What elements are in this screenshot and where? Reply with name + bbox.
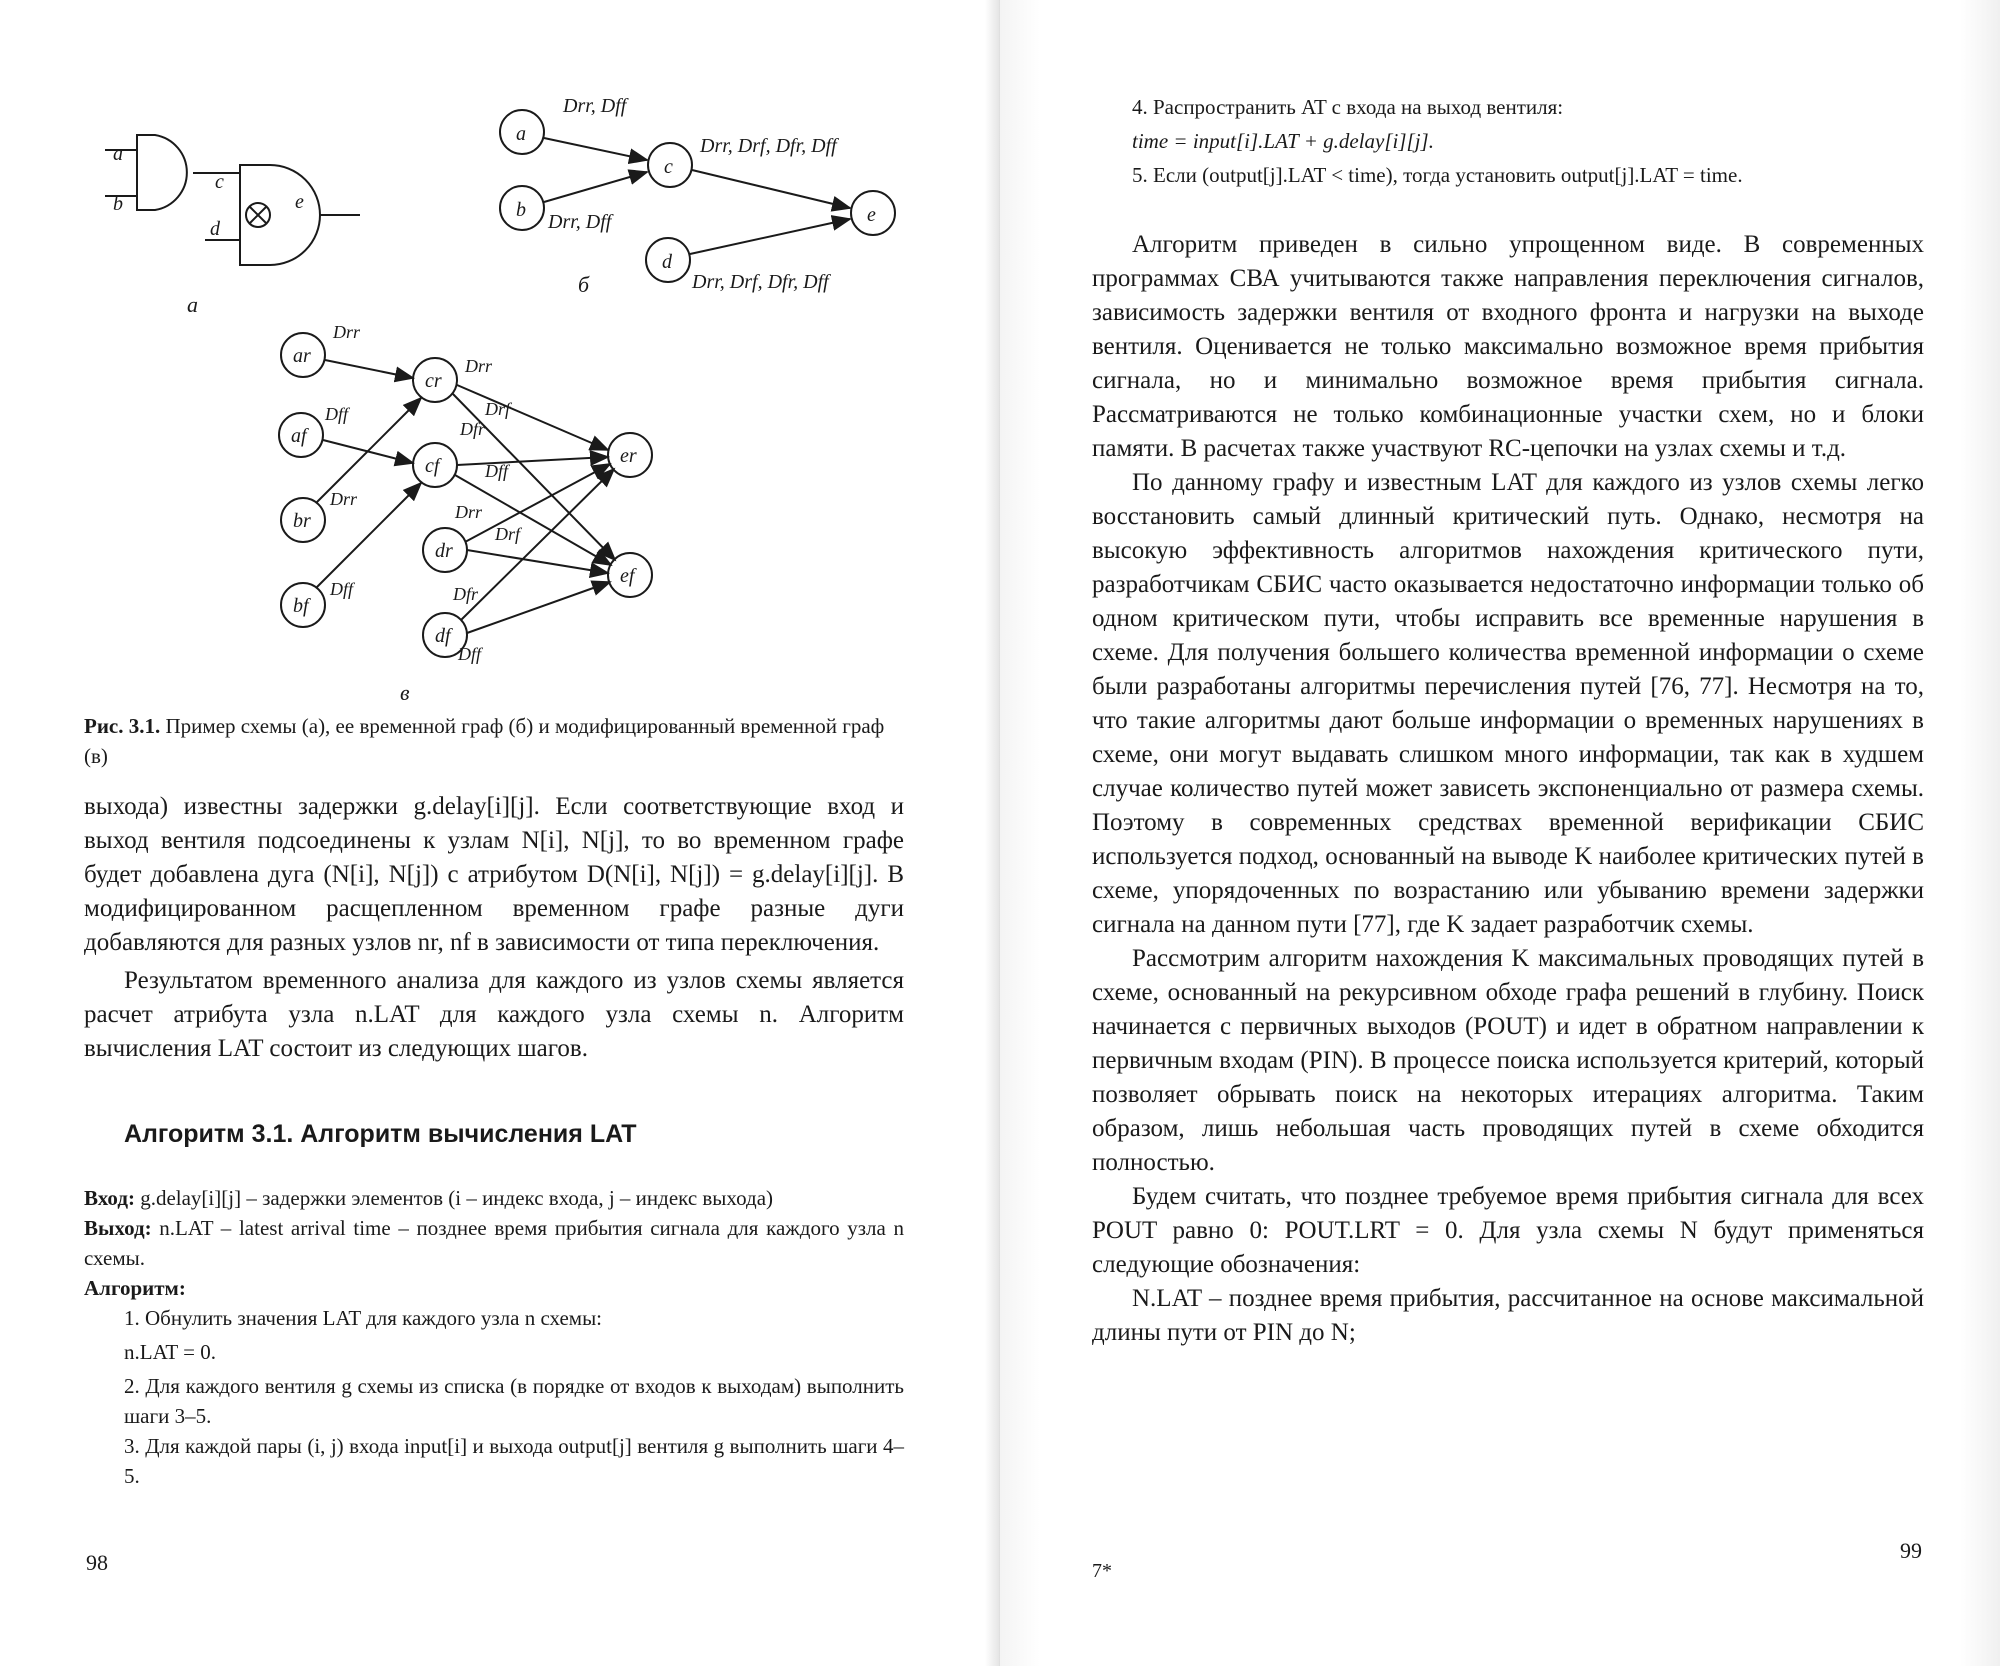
- edge-c-1: Drr: [333, 322, 361, 342]
- node-c-dr: dr: [435, 540, 453, 562]
- edge-c-9: Drr: [455, 502, 483, 522]
- right-paragraph-3: Рассмотрим алгоритм нахождения K максимальных проводящих путей в схеме, основанный на рекурсивном обходе графа решений в глубину. Поиск начинается с первичных выходов (POUT) и идет в обратном направлении к первичным входам (PIN). В процессе поиска используется критерий, который позволяет обрывать поиск на некоторых итерациях алгоритма. Таким образом, лишь небольшая часть проводящих путей в схеме обходится полностью.: [1092, 945, 1924, 1176]
- node-c-cr: cr: [425, 370, 442, 392]
- algorithm-title: Алгоритм 3.1. Алгоритм вычисления LAT: [124, 1120, 637, 1148]
- node-b-d: d: [662, 251, 672, 273]
- page-number-left: 98: [86, 1550, 108, 1575]
- input-label: Вход:: [84, 1186, 135, 1210]
- right-page: [1000, 0, 2000, 1666]
- panel-a-b: b: [113, 193, 123, 215]
- edge-c-6: Drf: [485, 399, 511, 419]
- panel-a-e: e: [295, 191, 304, 213]
- edge-label-ce: Drr, Drf, Dfr, Dff: [700, 135, 837, 157]
- panel-a-c: c: [215, 171, 224, 193]
- step-5: 5. Если (output[j].LAT < time), тогда установить output[j].LAT = time.: [1132, 163, 1743, 187]
- edge-c-3: Drr: [330, 489, 358, 509]
- step-3: 3. Для каждой пары (i, j) входа input[i] и выхода output[j] вентиля g выполнить шаги 4–5.: [124, 1434, 904, 1488]
- edge-c-2: Dff: [325, 404, 349, 424]
- edge-c-4: Dff: [330, 579, 354, 599]
- caption-prefix: Рис. 3.1.: [84, 714, 161, 738]
- right-paragraph-5: N.LAT – позднее время прибытия, рассчитанное на основе максимальной длины пути от PIN до N;: [1092, 1285, 1924, 1346]
- node-b-c: c: [664, 156, 673, 178]
- figure-3-1: [95, 80, 935, 710]
- panel-a-d: d: [210, 218, 220, 240]
- panel-c-label: в: [400, 680, 410, 705]
- panel-b-label: б: [578, 272, 590, 297]
- node-b-e: e: [867, 204, 876, 226]
- edge-label-de: Drr, Drf, Dfr, Dff: [692, 271, 829, 293]
- algorithm-input: [84, 1183, 904, 1213]
- caption-text: Пример схемы (а), ее временной граф (б) и модифицированный временной граф (в): [84, 714, 885, 768]
- input-text: g.delay[i][j] – задержки элементов (i – индекс входа, j – индекс выхода): [134, 1186, 774, 1210]
- panel-a-label: а: [187, 292, 198, 317]
- figure-diagram: [95, 80, 935, 710]
- panel-a-a: a: [113, 143, 123, 165]
- output-text: n.LAT – latest arrival time – позднее время прибытия сигнала для каждого узла n схемы.: [84, 1216, 904, 1270]
- and-gate: [137, 135, 187, 210]
- node-c-er: er: [620, 445, 637, 467]
- right-steps: [1092, 92, 1924, 190]
- step-1-formula: n.LAT = 0.: [124, 1340, 216, 1364]
- output-label: Выход:: [84, 1216, 152, 1240]
- step-4-formula: time = input[i].LAT + g.delay[i][j].: [1132, 129, 1434, 153]
- edge-c-10: Drf: [495, 524, 521, 544]
- panel-a-circuit: [105, 135, 360, 265]
- algorithm-block: [84, 1183, 904, 1491]
- gate-2: [240, 165, 320, 265]
- left-paragraph-2: Результатом временного анализа для каждого из узлов схемы является расчет атрибута узла n.LAT для каждого узла схемы n. Алгоритм вычисления LAT состоит из следующих шагов.: [84, 967, 904, 1062]
- edge-c-11: Dfr: [453, 584, 479, 604]
- right-body: [1092, 228, 1924, 1350]
- left-paragraph-1: выхода) известны задержки g.delay[i][j]. Если соответствующие вход и выход вентиля подсоединены к узлам N[i], N[j], то во временном графе будет добавлена дуга (N[i], N[j]) с атрибутом D(N[i], N[j]) = g.delay[i][j]. В модифицированном расщепленном временном графе разные дуги добавляются для разных узлов nr, nf в зависимости от типа переключения.: [84, 793, 904, 956]
- left-body: [84, 790, 904, 1066]
- page-number-right: 99: [1900, 1538, 1922, 1563]
- algorithm-output: [84, 1213, 904, 1273]
- node-c-ar: ar: [293, 345, 311, 367]
- node-c-br: br: [293, 510, 311, 532]
- step-2: 2. Для каждого вентиля g схемы из списка (в порядке от входов к выходам) выполнить шаги 3–5.: [124, 1374, 904, 1428]
- node-c-ef: ef: [620, 565, 635, 587]
- right-paragraph-1: Алгоритм приведен в сильно упрощенном виде. В современных программах СВА учитываются также направления переключения сигналов, зависимость задержки вентиля от входного фронта и нагрузки на выходе вентиля. Оценивается не только максимально возможное время прибытия сигнала, но и минимально возможное время прибытия сигнала. Рассматриваются не только комбинационные участки схем, но и блоки памяти. В расчетах также участвуют RC-цепочки на узлах схемы и т.д.: [1092, 231, 1924, 462]
- algorithm-label: Алгоритм:: [84, 1276, 186, 1300]
- right-paragraph-4: Будем считать, что позднее требуемое время прибытия сигнала для всех POUT равно 0: POUT.LRT = 0. Для узла схемы N будут применяться следующие обозначения:: [1092, 1183, 1924, 1278]
- edge-label-bc: Drr, Dff: [548, 211, 612, 233]
- node-c-af: af: [291, 425, 307, 447]
- edge-c-7: Dfr: [460, 419, 486, 439]
- figure-caption: [84, 711, 904, 771]
- edge-c-12: Dff: [458, 644, 482, 664]
- step-4: 4. Распространить AT с входа на выход вентиля:: [1132, 95, 1564, 119]
- node-c-bf: bf: [293, 595, 309, 617]
- node-c-df: df: [435, 625, 451, 647]
- node-c-cf: cf: [425, 455, 440, 477]
- signature-mark: 7*: [1092, 1560, 1112, 1582]
- edge-label-ac: Drr, Dff: [563, 95, 627, 117]
- edge-c-5: Drr: [465, 356, 493, 376]
- edge-c-8: Dff: [485, 461, 509, 481]
- right-paragraph-2: По данному графу и известным LAT для каждого из узлов схемы легко восстановить самый длинный критический путь. Однако, несмотря на высокую эффективность алгоритмов нахождения критического пути, разработчикам СБИС часто оказывается недостаточно информации только об одном критическом пути, чтобы исправить все временные нарушения в схеме. Для получения большего количества временной информации о схеме были разработаны алгоритмы перечисления путей [76, 77]. Несмотря на то, что такие алгоритмы дают больше информации о временных нарушениях в схеме, они могут выдавать слишком много информации, так как в худшем случае количество путей может зависеть экспоненциально от размера схемы. Поэтому в современных средствах временной верификации СБИС используется подход, основанный на выводе K наиболее критических путей в схеме, упорядоченных по возрастанию или убыванию времени задержки сигнала на данном пути [77], где K задает разработчик схемы.: [1092, 469, 1924, 938]
- step-1: 1. Обнулить значения LAT для каждого узла n схемы:: [124, 1306, 603, 1330]
- node-b-a: a: [516, 123, 526, 145]
- node-b-b: b: [516, 199, 526, 221]
